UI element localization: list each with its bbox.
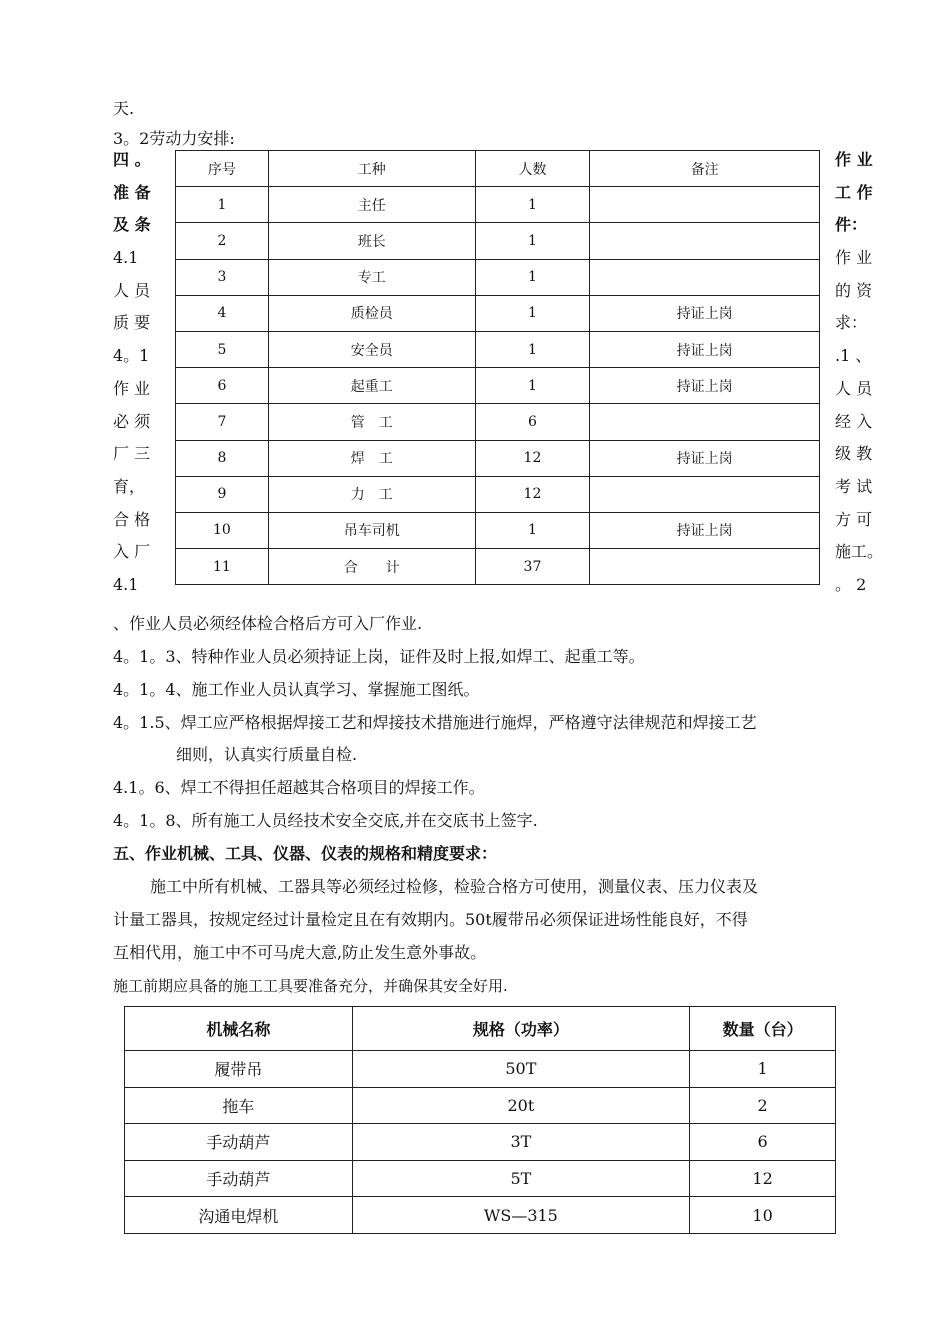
wrapped-fragment: 级 教 [835,444,873,464]
wrapped-fragment: 。 2 [835,574,867,594]
wrapped-fragment: 合 格 [113,509,151,529]
table-cell: 6 [475,404,590,440]
wrapped-fragment: 入 厂 [113,542,151,562]
table-cell: 拖车 [125,1087,353,1124]
table-cell: 安全员 [268,331,475,367]
wrapped-fragment: 的 资 [835,280,873,300]
table-row [125,1124,836,1161]
right-wrapped-text [835,144,885,602]
wrapped-fragment: 4.1 [113,248,139,268]
wrapped-fragment: 施工。 [835,542,884,562]
table-cell: 1 [475,331,590,367]
table-row [176,223,820,259]
table-cell: 质检员 [268,295,475,331]
table-cell: 1 [475,368,590,404]
table-cell: 4 [176,295,269,331]
wrapped-fragment: .1 、 [835,346,872,366]
table-row [176,476,820,512]
wrapped-fragment: 厂 三 [113,444,151,464]
table-cell: 7 [176,404,269,440]
table-cell: WS—315 [352,1197,690,1234]
table-cell: 10 [690,1197,836,1234]
column-header: 序号 [176,151,269,187]
wrapped-fragment: 四 。 [113,150,151,169]
paragraph-line: 施工中所有机械、工器具等必须经过检修，检验合格方可使用，测量仪表、压力仪表及 [150,877,759,896]
left-wrapped-text [113,144,163,602]
table-row [176,404,820,440]
table-cell: 专工 [268,259,475,295]
column-header: 机械名称 [125,1007,353,1051]
table-cell: 力 工 [268,476,475,512]
table-row [125,1160,836,1197]
table-cell: 1 [475,223,590,259]
table-cell [590,259,820,295]
wrapped-fragment: 作 业 [835,150,873,169]
section-heading: 五、作业机械、工具、仪器、仪表的规格和精度要求： [113,844,498,863]
column-header: 数量（台） [690,1007,836,1051]
table-cell: 12 [690,1160,836,1197]
table-cell: 持证上岗 [590,512,820,548]
table-cell: 合 计 [268,549,475,585]
requirement-5: 4.1。6、焊工不得担任超越其合格项目的焊接工作。 [113,778,485,797]
table-cell: 20t [352,1087,690,1124]
wrapped-fragment: 作 业 [835,248,873,268]
table-cell: 管 工 [268,404,475,440]
wrapped-fragment: 考 试 [835,476,873,496]
table-cell: 手动葫芦 [125,1160,353,1197]
wrapped-fragment: 人 员 [113,280,151,300]
requirement-6: 4。1。8、所有施工人员经技术安全交底,并在交底书上签字. [113,811,538,830]
table-cell: 持证上岗 [590,440,820,476]
wrapped-fragment: 人 员 [835,378,873,398]
table-cell: 6 [690,1124,836,1161]
wrapped-fragment: 工 作 [835,182,873,202]
table-row [125,1051,836,1088]
table-cell: 37 [475,549,590,585]
table-cell: 8 [176,440,269,476]
table-row [176,512,820,548]
table-row [176,331,820,367]
table-cell: 履带吊 [125,1051,353,1088]
table-cell [590,476,820,512]
table-row [125,1087,836,1124]
table-cell: 5T [352,1160,690,1197]
table-cell: 2 [690,1087,836,1124]
wrapped-fragment: 件： [835,215,868,235]
table-row [125,1197,836,1234]
wrapped-fragment: 4.1 [113,574,139,594]
requirement-3: 4。1。4、施工作业人员认真学习、掌握施工图纸。 [113,680,480,699]
wrapped-fragment: 质 要 [113,313,151,333]
column-header: 工种 [268,151,475,187]
table-row [176,440,820,476]
requirement-1: 、作业人员必须经体检合格后方可入厂作业. [113,614,423,633]
table-cell: 10 [176,512,269,548]
text-line: 天. [113,99,135,118]
column-header: 备注 [590,151,820,187]
table-cell: 吊车司机 [268,512,475,548]
wrapped-fragment: 方 可 [835,509,873,529]
requirement-4-continued: 细则，认真实行质量自检. [176,745,358,764]
labor-table [175,150,820,585]
table-cell: 12 [475,440,590,476]
table-cell: 9 [176,476,269,512]
table-cell: 持证上岗 [590,331,820,367]
paragraph-line: 计量工器具，按规定经过计量检定且在有效期内。50t履带吊必须保证进场性能良好，不得 [113,910,748,929]
table-row [176,187,820,223]
table-cell: 班长 [268,223,475,259]
table-cell: 1 [475,512,590,548]
table-cell: 持证上岗 [590,368,820,404]
wrapped-fragment: 准 备 [113,182,151,202]
table-cell [590,187,820,223]
table-cell: 焊 工 [268,440,475,476]
table-cell: 5 [176,331,269,367]
table-cell: 12 [475,476,590,512]
machine-table [124,1006,836,1234]
requirement-2: 4。1。3、特种作业人员必须持证上岗，证件及时上报,如焊工、起重工等。 [113,647,645,666]
table-cell: 起重工 [268,368,475,404]
wrapped-fragment: 及 条 [113,215,151,235]
table-cell: 手动葫芦 [125,1124,353,1161]
wrapped-fragment: 作 业 [113,378,151,398]
table-cell: 3T [352,1124,690,1161]
table-row [176,549,820,585]
section-subheading: 3。2劳动力安排: [113,129,235,148]
table-row [176,295,820,331]
requirement-4: 4。1.5、焊工应严格根据焊接工艺和焊接技术措施进行施焊，严格遵守法律规范和焊接工艺 [113,713,757,732]
table-cell: 11 [176,549,269,585]
paragraph-line: 互相代用，施工中不可马虎大意,防止发生意外事故。 [113,943,487,962]
table-cell: 3 [176,259,269,295]
table-cell: 50T [352,1051,690,1088]
column-header: 规格（功率） [352,1007,690,1051]
table-cell [590,549,820,585]
table-cell: 主任 [268,187,475,223]
table-cell: 1 [176,187,269,223]
table-cell: 1 [475,259,590,295]
column-header: 人数 [475,151,590,187]
table-row [176,259,820,295]
table-row [176,368,820,404]
wrapped-fragment: 必 须 [113,411,151,431]
table-header-row [125,1007,836,1051]
table-cell [590,404,820,440]
table-header-row [176,151,820,187]
table-cell [590,223,820,259]
table-cell: 1 [475,295,590,331]
table-cell: 1 [475,187,590,223]
table-cell: 1 [690,1051,836,1088]
wrapped-fragment: 经 入 [835,411,873,431]
table-cell: 6 [176,368,269,404]
table-cell: 沟通电焊机 [125,1197,353,1234]
wrapped-fragment: 育， [113,476,146,496]
wrapped-fragment: 4。1 [113,346,150,366]
wrapped-fragment: 求： [835,313,868,333]
table-cell: 持证上岗 [590,295,820,331]
paragraph-line: 施工前期应具备的施工工具要准备充分，并确保其安全好用. [113,977,508,995]
table-cell: 2 [176,223,269,259]
